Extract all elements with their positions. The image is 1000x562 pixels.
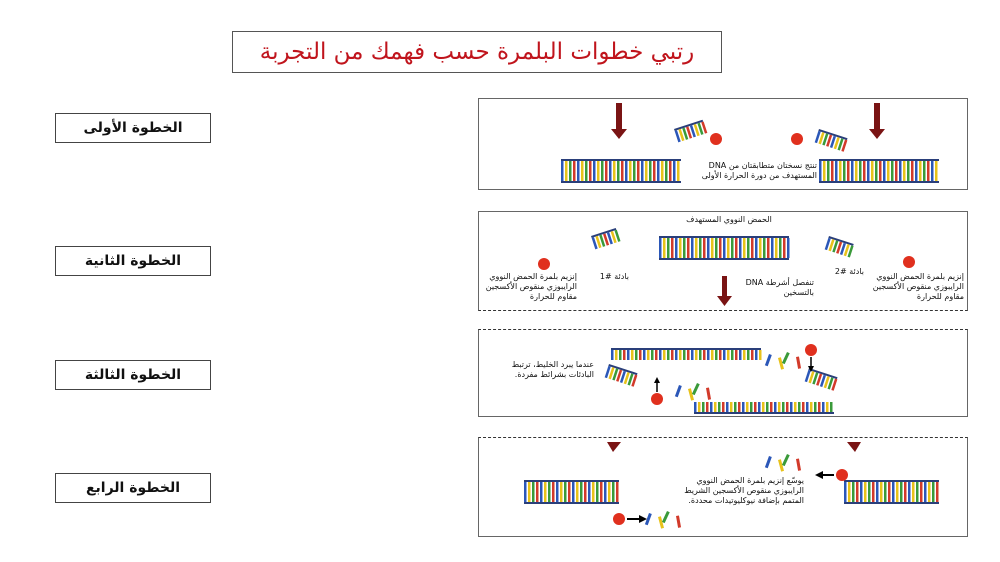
panel-step-3 — [478, 329, 968, 417]
down-arrow-center — [717, 276, 732, 306]
down-arrow-left — [611, 103, 627, 139]
arrow-up-head — [654, 377, 660, 383]
enzyme-right — [836, 469, 848, 481]
primer-1-label: بادئة #1 — [599, 272, 629, 281]
step-label-2: الخطوة الثانية — [55, 246, 211, 276]
enzyme-right — [903, 256, 915, 268]
enzyme-right — [805, 344, 817, 356]
primer-left — [674, 120, 707, 143]
enzyme-left — [538, 258, 550, 270]
diagonal-arrow-left — [607, 442, 621, 452]
separate-label: تنفصل أشرطة DNA بالتسخين — [745, 278, 814, 297]
target-dna-label: الحمض النووي المستهدف — [686, 215, 772, 224]
panel-step-1 — [478, 98, 968, 190]
dna-double-strand-right — [819, 159, 939, 183]
single-strand-bottom — [694, 402, 834, 414]
dna-double-strand-left — [561, 159, 681, 183]
loose-nucleotides-left — [645, 511, 681, 529]
diagonal-arrow-right — [847, 442, 861, 452]
panel-step-2 — [478, 211, 968, 311]
dna-extending-right — [844, 480, 939, 504]
dna-extending-left — [524, 480, 619, 504]
primer-2 — [825, 236, 855, 258]
primer-bound-top — [605, 364, 638, 387]
panel-1-caption: تنتج نسختان متطابقتان من DNA المستهدف من دورة الحرارة الأولى — [701, 161, 817, 180]
step-label-3: الخطوة الثالثة — [55, 360, 211, 390]
loose-nucleotides-bottom — [675, 383, 711, 401]
primer-right — [815, 129, 848, 152]
step-label-1: الخطوة الأولى — [55, 113, 211, 143]
enzyme-right — [791, 133, 803, 145]
primer-2-label: بادئة #2 — [834, 267, 864, 276]
enzyme-left — [613, 513, 625, 525]
enzyme-left-label: إنزيم بلمرة الحمض النووي الرايبوزي منقوص الأكسجين مقاوم للحرارة — [485, 272, 577, 301]
page-title: رتبي خطوات البلمرة حسب فهمك من التجربة — [232, 31, 722, 73]
panel-3-caption: عندما يبرد الخليط، ترتبط البادئات بشرائط مفردة. — [511, 360, 594, 379]
down-arrow-right — [869, 103, 885, 139]
enzyme-left — [651, 393, 663, 405]
enzyme-left — [710, 133, 722, 145]
primer-1 — [591, 228, 621, 250]
panel-4-caption: يوسّع إنزيم بلمرة الحمض النووي الرايبوزي منقوص الأكسجين الشريط المتمم بإضافة نيوكليوتيدات محددة. — [684, 476, 804, 505]
arrow-left-head — [815, 471, 823, 479]
enzyme-right-label: إنزيم بلمرة الحمض النووي الرايبوزي منقوص الأكسجين مقاوم للحرارة — [872, 272, 964, 301]
step-label-4: الخطوة الرابع — [55, 473, 211, 503]
loose-nucleotides-right — [765, 454, 801, 472]
panel-step-4 — [478, 437, 968, 537]
loose-nucleotides-top — [765, 352, 801, 370]
single-strand-top — [611, 348, 762, 360]
primer-bound-bottom — [805, 368, 838, 391]
dna-target — [659, 236, 790, 260]
